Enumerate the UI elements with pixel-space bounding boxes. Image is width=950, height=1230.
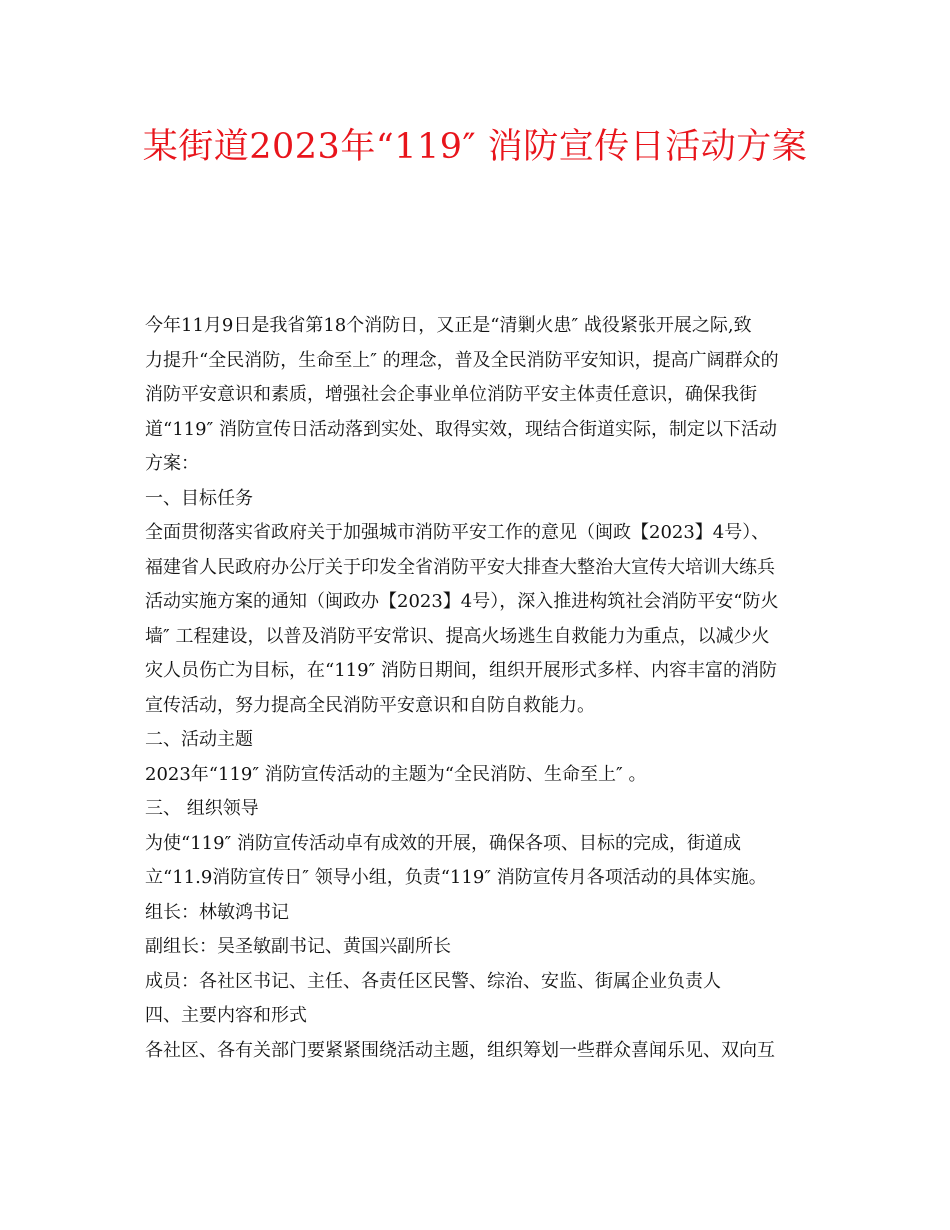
document-title: 某街道2023年“119″ 消防宣传日活动方案 [142, 127, 808, 167]
body-line: 道“119″ 消防宣传日活动落到实处、取得实效，现结合街道实际，制定以下活动 [145, 418, 778, 440]
body-line: 二、活动主题 [145, 729, 253, 750]
body-line: 成员：各社区书记、主任、各责任区民警、综治、安监、街属企业负责人 [145, 970, 721, 992]
body-line: 为使“119″ 消防宣传活动卓有成效的开展，确保各项、目标的完成，街道成 [145, 832, 742, 854]
body-line: 活动实施方案的通知（闽政办【2023】4号），深入推进构筑社会消防平安“防火 [145, 591, 779, 612]
body-line: 力提升“全民消防，生命至上″ 的理念，普及全民消防平安知识，提高广阔群众的 [145, 349, 779, 371]
body-line: 方案： [145, 453, 199, 474]
body-line: 各社区、各有关部门要紧紧围绕活动主题，组织筹划一些群众喜闻乐见、双向互 [145, 1039, 775, 1061]
body-line: 灾人员伤亡为目标，在“119″ 消防日期间，组织开展形式多样、内容丰富的消防 [145, 660, 778, 681]
body-line: 墙″ 工程建设，以普及消防平安常识、提高火场逃生自救能力为重点，以减少火 [145, 625, 770, 647]
body-line: 2023年“119″ 消防宣传活动的主题为“全民消防、生命至上″ 。 [145, 763, 647, 785]
body-line: 全面贯彻落实省政府关于加强城市消防平安工作的意见（闽政【2023】4号）、 [145, 522, 770, 543]
body-line: 副组长：吴圣敏副书记、黄国兴副所长 [145, 936, 451, 957]
body-line: 三、 组织领导 [145, 798, 259, 819]
body-line: 组长：林敏鸿书记 [145, 901, 289, 923]
document-body [145, 309, 825, 1068]
body-line: 四、主要内容和形式 [145, 1005, 307, 1026]
body-line: 宣传活动，努力提高全民消防平安意识和自防自救能力。 [145, 694, 595, 716]
body-line: 立“11.9消防宣传日″ 领导小组，负责“119″ 消防宣传月各项活动的具体实施。 [145, 867, 767, 888]
body-line: 福建省人民政府办公厅关于印发全省消防平安大排查大整治大宣传大培训大练兵 [145, 556, 775, 578]
body-line: 一、目标任务 [145, 487, 253, 509]
body-line: 今年11月9日是我省第18个消防日，又正是“清剿火患″ 战役紧张开展之际,致 [145, 315, 752, 336]
body-line: 消防平安意识和素质，增强社会企事业单位消防平安主体责任意识，确保我街 [145, 384, 757, 405]
